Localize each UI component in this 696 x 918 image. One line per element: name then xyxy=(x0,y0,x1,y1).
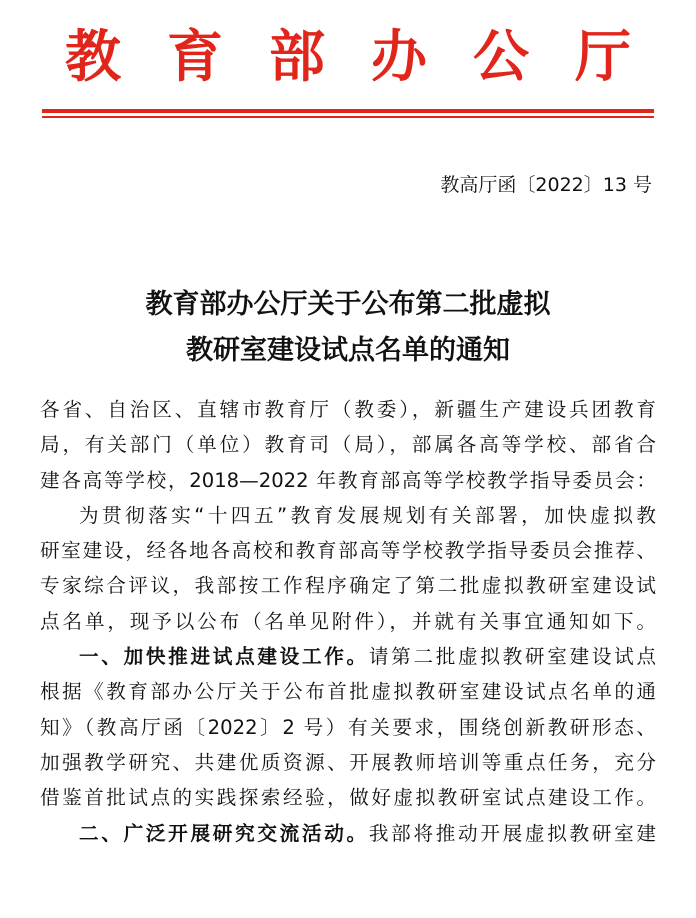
document-body xyxy=(40,392,656,851)
intro-line-1: 为贯彻落实“十四五”教育发展规划有关部署，加快虚拟教 xyxy=(79,503,656,527)
recipients-line-2: 局，有关部门（单位）教育司（局），部属各高等学校、部省合 xyxy=(40,433,656,457)
recipients-line-3: 建各高等学校，2018—2022 年教育部高等学校教学指导委员会： xyxy=(40,468,656,492)
section2-line-1 xyxy=(40,816,656,851)
section1-line-4: 加强教学研究、共建优质资源、开展教师培训等重点任务，充分 xyxy=(40,750,656,774)
section1-line-1 xyxy=(40,639,656,674)
masthead-rule-thin xyxy=(42,116,654,118)
document-title xyxy=(0,282,696,374)
recipients-line-1: 各省、自治区、直辖市教育厅（教委），新疆生产建设兵团教育 xyxy=(40,398,656,421)
section2-text: 我部将推动开展虚拟教研室建 xyxy=(368,821,656,845)
title-line-2: 教研室建设试点名单的通知 xyxy=(186,335,510,366)
section1-line-3: 知》（教高厅函〔2022〕2 号）有关要求，围绕创新教研形态、 xyxy=(40,715,656,739)
title-line-1: 教育部办公厅关于公布第二批虚拟 xyxy=(145,289,551,320)
section1-line-5: 借鉴首批试点的实践探索经验，做好虚拟教研室试点建设工作。 xyxy=(40,786,656,810)
section2-heading: 二、广泛开展研究交流活动。 xyxy=(79,821,369,845)
section1-line-2: 根据《教育部办公厅关于公布首批虚拟教研室建设试点名单的通 xyxy=(40,680,656,704)
intro-line-4: 点名单，现予以公布（名单见附件），并就有关事宜通知如下。 xyxy=(40,609,656,633)
section1-text: 请第二批虚拟教研室建设试点 xyxy=(368,645,656,669)
masthead-rule-thick xyxy=(42,109,654,113)
document-number: 教高厅函〔2022〕13 号 xyxy=(440,174,652,196)
section1-heading: 一、加快推进试点建设工作。 xyxy=(79,645,369,669)
masthead-title: 教育部办公厅 xyxy=(65,24,677,90)
intro-line-3: 专家综合评议，我部按工作程序确定了第二批虚拟教研室建设试 xyxy=(40,574,656,598)
intro-line-2: 研室建设，经各地各高校和教育部高等学校教学指导委员会推荐、 xyxy=(40,539,656,563)
